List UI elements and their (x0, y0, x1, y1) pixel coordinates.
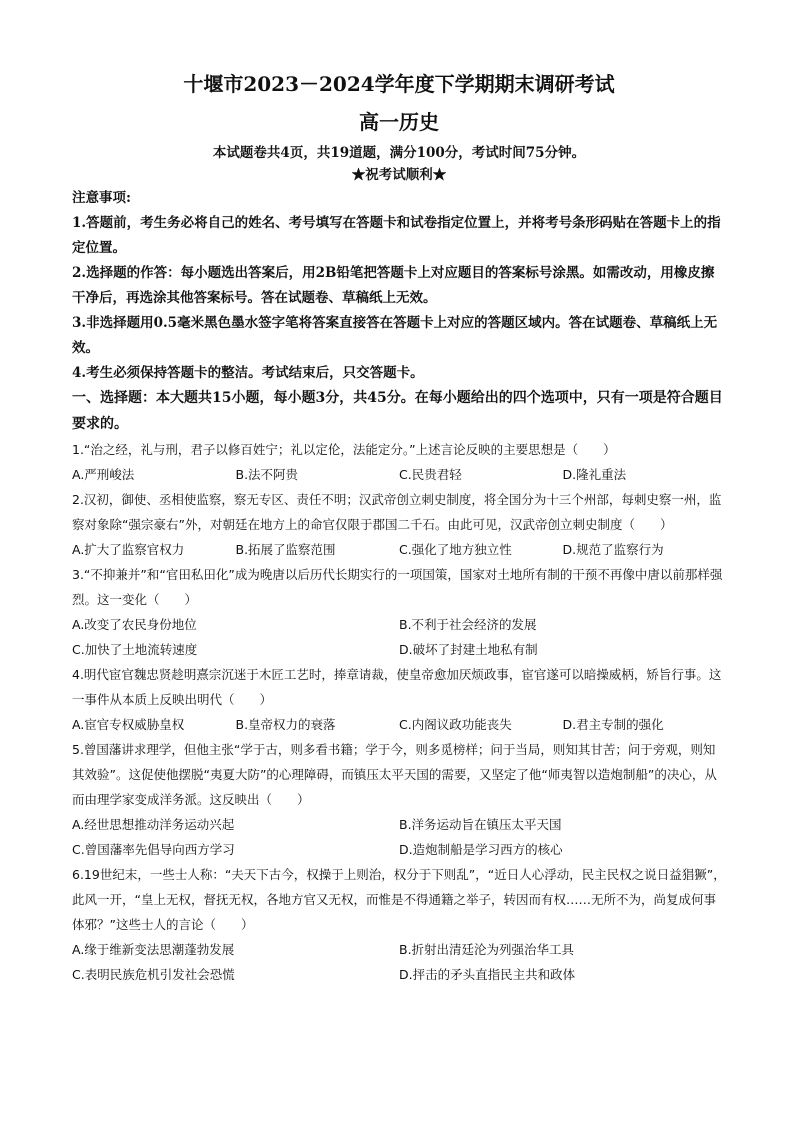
option-c: C.强化了地方独立性 (399, 542, 512, 557)
option-b: B.法不阿贵 (235, 467, 299, 482)
options-row (72, 837, 726, 862)
options-row (72, 612, 726, 637)
question-2 (72, 487, 726, 562)
option-b: B.洋务运动旨在镇压太平天国 (399, 817, 562, 832)
option-b: B.折射出清廷沦为列强治华工具 (399, 942, 575, 957)
options-row (72, 637, 726, 662)
option-a: A.改变了农民身份地位 (72, 617, 197, 632)
question-stem: 4.明代宦官魏忠贤趁明熹宗沉迷于木匠工艺时，捧章请裁，使皇帝愈加厌烦政事，宦官遂可以暗操威柄，矫旨行事。这一事件从本质上反映出明代（ ） (72, 667, 722, 707)
options-row (72, 462, 726, 487)
option-c: C.民贵君轻 (399, 467, 462, 482)
notice-heading: 注意事项: (72, 190, 131, 206)
notice-item: 4.考生必须保持答题卡的整洁。考试结束后，只交答题卡。 (72, 365, 424, 381)
question-1 (72, 437, 726, 487)
options-row (72, 712, 726, 737)
notice-item: 1.答题前，考生务必将自己的姓名、考号填写在答题卡和试卷指定位置上，并将考号条形码贴在答题卡上的指定位置。 (72, 215, 721, 256)
notice-item: 2.选择题的作答：每小题选出答案后，用2B铅笔把答题卡上对应题目的答案标号涂黑。如需改动，用橡皮擦干净后，再选涂其他答案标号。答在试题卷、草稿纸上无效。 (72, 265, 715, 306)
options-row (72, 962, 726, 987)
exam-title: 十堰市2023－2024学年度下学期期末调研考试 (183, 72, 615, 96)
option-c: C.曾国藩率先倡导向西方学习 (72, 842, 235, 857)
option-a: A.缘于维新变法思潮蓬勃发展 (72, 942, 235, 957)
option-b: B.不利于社会经济的发展 (399, 617, 537, 632)
option-b: B.皇帝权力的衰落 (235, 717, 336, 732)
subject-title: 高一历史 (359, 110, 439, 134)
option-b: B.拓展了监察范围 (235, 542, 336, 557)
question-stem: 1.“治之经，礼与刑，君子以修百姓宁；礼以定伦，法能定分。”上述言论反映的主要思想是（ ） (72, 442, 616, 457)
question-5 (72, 737, 726, 862)
question-3 (72, 562, 726, 662)
question-stem: 2.汉初，御使、丞相使监察，察无专区、责任不明；汉武帝创立刺史制度，将全国分为十三个州部，每刺史察一州，监察对象除“强宗豪右”外，对朝廷在地方上的命官仅限于郡国二千石。由此可见，汉武帝创立刺史制度（ ） (72, 492, 722, 532)
notice-item: 3.非选择题用0.5毫米黑色墨水签字笔将答案直接答在答题卡上对应的答题区域内。答在试题卷、草稿纸上无效。 (72, 315, 718, 356)
exam-page (72, 70, 726, 987)
options-row (72, 937, 726, 962)
option-d: D.造炮制船是学习西方的核心 (399, 842, 563, 857)
option-a: A.宦官专权威胁皇权 (72, 717, 185, 732)
option-a: A.经世思想推动洋务运动兴起 (72, 817, 235, 832)
options-row (72, 537, 726, 562)
option-d: D.隆礼重法 (562, 467, 627, 482)
option-a: A.扩大了监察官权力 (72, 542, 185, 557)
question-stem: 5.曾国藩讲求理学，但他主张“学于古，则多看书籍；学于今，则多觅榜样；问于当局，则知其甘苦；问于旁观，则知其效验”。这促使他摆脱“夷夏大防”的心理障碍，而镇压太平天国的需要，又坚定了他“师夷智以造炮制船”的决心，从而由理学家变成洋务派。这反映出（ ） (72, 742, 717, 807)
option-c: C.表明民族危机引发社会恐慌 (72, 967, 235, 982)
exam-info: 本试题卷共4页，共19道题，满分100分，考试时间75分钟。 (212, 145, 586, 161)
options-row (72, 812, 726, 837)
question-6 (72, 862, 726, 987)
option-d: D.抨击的矛头直指民主共和政体 (399, 967, 576, 982)
question-stem: 3.“不抑兼并”和“官田私田化”成为晚唐以后历代长期实行的一项国策，国家对土地所有制的干预不再像中唐以前那样强烈。这一变化（ ） (72, 567, 723, 607)
option-c: C.内阁议政功能丧失 (399, 717, 512, 732)
question-stem: 6.19世纪末，一些士人称：“夫天下古今，权操于上则治，权分于下则乱”，“近日人心浮动，民主民权之说日益猖獗”，此风一开，“皇上无权，督抚无权，各地方官又无权，而惟是不得通籍之举子，转因而有权……无所不为，尚复成何事体邪？”这些士人的言论（ ） (72, 867, 726, 932)
option-c: C.加快了土地流转速度 (72, 642, 198, 657)
question-4 (72, 662, 726, 737)
section-heading: 一、选择题：本大题共15小题，每小题3分，共45分。在每小题给出的四个选项中，只有一项是符合题目要求的。 (72, 390, 723, 432)
good-luck-line: ★祝考试顺利★ (351, 167, 447, 183)
option-d: D.破坏了封建土地私有制 (399, 642, 538, 657)
option-a: A.严刑峻法 (72, 467, 135, 482)
option-d: D.君主专制的强化 (562, 717, 664, 732)
option-d: D.规范了监察行为 (562, 542, 664, 557)
